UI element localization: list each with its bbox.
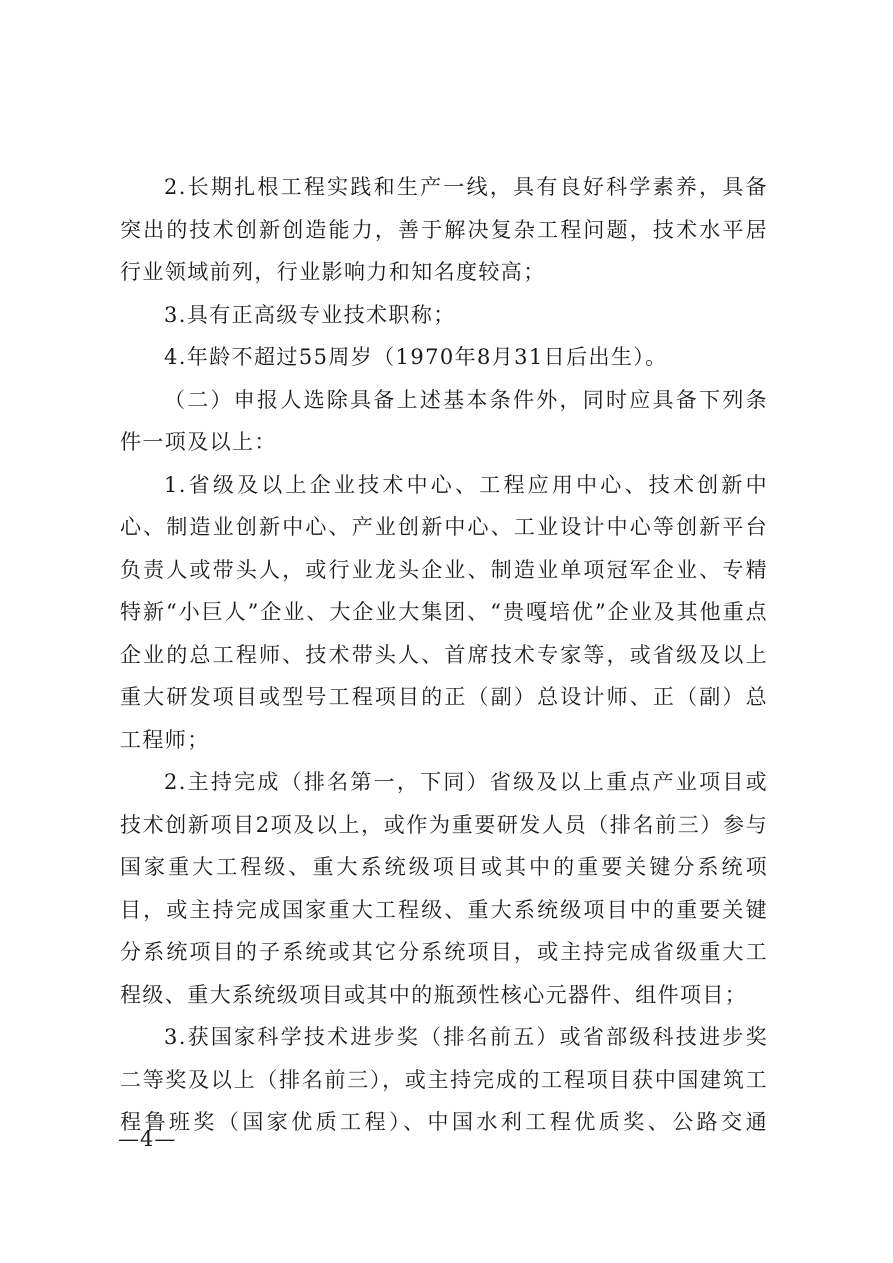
paragraph-condition-2: 2.长期扎根工程实践和生产一线，具有良好科学素养，具备突出的技术创新创造能力，善于解决复杂工程问题，技术水平居行业领域前列，行业影响力和知名度较高；: [120, 175, 768, 284]
paragraph-section-2-intro: （二）申报人选除具备上述基本条件外，同时应具备下列条件一项及以上：: [120, 387, 768, 454]
paragraph-item-2: 2.主持完成（排名第一，下同）省级及以上重点产业项目或技术创新项目2项及以上，或作为重要研发人员（排名前三）参与国家重大工程级、重大系统级项目或其中的重要关键分系统项目，或主持完成国家重大工程级、重大系统级项目中的重要关键分系统项目的子系统或其它分系统项目，或主持完成省级重大工程级、重大系统级项目或其中的瓶颈性核心元器件、组件项目；: [120, 770, 768, 1007]
page-number: —4—: [118, 1127, 177, 1151]
document-body: [120, 166, 768, 1144]
paragraph-condition-3: 3.具有正高级专业技术职称；: [164, 302, 456, 327]
paragraph-item-3: 3.获国家科学技术进步奖（排名前五）或省部级科技进步奖二等奖及以上（排名前三），或主持完成的工程项目获中国建筑工程鲁班奖（国家优质工程）、中国水利工程优质奖、公路交通: [120, 1025, 768, 1134]
paragraph-item-1: 1.省级及以上企业技术中心、工程应用中心、技术创新中心、制造业创新中心、产业创新中心、工业设计中心等创新平台负责人或带头人，或行业龙头企业、制造业单项冠军企业、专精特新“小巨人”企业、大企业大集团、“贵嘎培优”企业及其他重点企业的总工程师、技术带头人、首席技术专家等，或省级及以上重大研发项目或型号工程项目的正（副）总设计师、正（副）总工程师；: [120, 472, 768, 752]
paragraph-condition-4: 4.年龄不超过55周岁（1970年8月31日后出生）。: [164, 345, 668, 369]
